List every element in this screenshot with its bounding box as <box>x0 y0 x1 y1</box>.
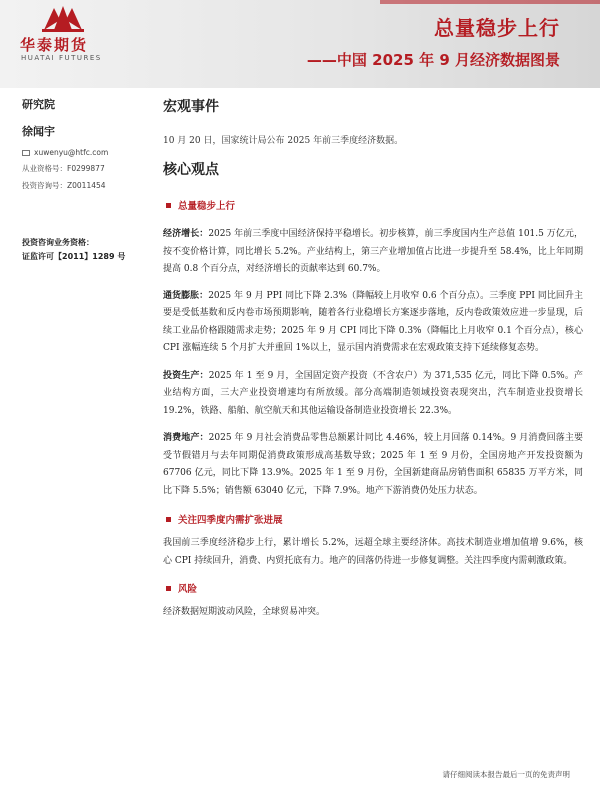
core-views-heading: 核心观点 <box>163 162 219 178</box>
paragraph-label: 投资生产： <box>163 370 209 381</box>
paragraph-text: 2025 年 9 月社会消费品零售总额累计同比 4.46%，较上月回落 0.14%。9 月消费回落主要受节假错月与去年同期促消费政策形成高基数导致；2025 年 1 至 9 月份，全国房地产开发投资额为 67706 亿元，同比下降 13.9%。2025 年 1 至 9 月份，全国新建商品房销售面积 65835 万平方米，同比下降 5.5%；销售额 63040 亿元，下降 7.9%。地产下游消费仍处压力状态。 <box>163 433 583 496</box>
paragraph-text: 2025 年前三季度中国经济保持平稳增长。初步核算，前三季度国内生产总值 101.5 万亿元，按不变价格计算，同比增长 5.2%。产业结构上，第三产业增加值占比进一步提升至 58.4%，比上年同期提高 0.8 个百分点，对经济增长的贡献率达到 60.7%。 <box>163 229 583 274</box>
paragraph-label: 经济增长： <box>163 229 209 239</box>
section-title: 总量稳步上行 <box>178 201 236 212</box>
logo-text-en: HUATAI FUTURES <box>21 54 102 62</box>
bullet-square-icon <box>166 586 171 591</box>
section-risk <box>163 581 583 595</box>
investment-consult-number: 投资咨询号：Z0011454 <box>22 181 106 190</box>
section-domestic-demand <box>163 512 583 526</box>
paragraph-label: 消费地产： <box>163 433 209 443</box>
report-body <box>163 96 583 622</box>
paragraph-consumption <box>163 430 583 500</box>
license-block <box>22 236 125 264</box>
paragraph-text: 我国前三季度经济稳步上行，累计增长 5.2%，远超全球主要经济体。高技术制造业增加值增 9.6%，核心 CPI 持续回升，消费、内贸托底有力。地产的回落仍待进一步修复调整。关注四季度内需刺激政策。 <box>163 538 583 566</box>
analyst-email[interactable]: xuwenyu@htfc.com <box>34 148 109 157</box>
logo-mark-icon <box>40 4 86 32</box>
mail-icon <box>22 150 30 156</box>
paragraph-investment <box>163 368 583 421</box>
department-label: 研究院 <box>22 98 55 111</box>
bullet-square-icon <box>166 517 171 522</box>
company-logo <box>18 4 118 64</box>
report-title: 总量稳步上行 <box>434 16 560 40</box>
paragraph-inflation <box>163 288 583 358</box>
qualification-number: 从业资格号：F0299877 <box>22 164 105 173</box>
event-text: 10 月 20 日，国家统计局公布 2025 年前三季度经济数据。 <box>163 136 404 146</box>
paragraph-growth <box>163 226 583 279</box>
section-total-growth <box>163 198 583 212</box>
logo-text-cn: 华泰期货 <box>20 36 89 54</box>
paragraph-text: 经济数据短期波动风险，全球贸易冲突。 <box>163 607 326 617</box>
report-subtitle: ——中国 2025 年 9 月经济数据图景 <box>306 51 560 69</box>
paragraph-risk <box>163 604 583 622</box>
event-heading: 宏观事件 <box>163 99 219 115</box>
author-sidebar <box>22 96 137 261</box>
disclaimer-footer: 请仔细阅读本报告最后一页的免责声明 <box>442 770 570 779</box>
section-title: 关注四季度内需扩张进展 <box>178 515 283 526</box>
paragraph-label: 通货膨胀： <box>163 290 209 301</box>
paragraph-text: 2025 年 9 月 PPI 同比下降 2.3%（降幅较上月收窄 0.6 个百分点）。三季度 PPI 同比回升主要是受低基数和反内卷市场预期影响，随着各行业稳增长方案逐步落地，反内卷政策效应进一步显现，后续工业品价格跟随需求走势；2025 年 9 月 CPI 同比下降 0.3%（降幅比上月收窄 0.1 个百分点），核心 CPI 涨幅连续 5 个月扩大并重回 1%以上，显示国内消费需求在宏观政策支持下延续修复态势。 <box>163 290 583 353</box>
email-line <box>22 148 137 157</box>
header-accent-bar <box>380 0 600 4</box>
analyst-name: 徐闻宇 <box>22 125 55 138</box>
bullet-square-icon <box>166 203 171 208</box>
paragraph-text: 2025 年 1 至 9 月，全国固定资产投资（不含农户）为 371,535 亿元，同比下降 0.5%。产业结构方面，三大产业投资增速均有所放缓。部分高端制造领域投资表现突出，汽车制造业投资增长 19.2%，铁路、船舶、航空航天和其他运输设备制造业投资增长 22.3%。 <box>163 370 583 416</box>
license-number: 证监许可【2011】1289 号 <box>22 252 126 261</box>
section-title: 风险 <box>178 584 198 595</box>
report-header <box>0 0 600 88</box>
paragraph-outlook <box>163 535 583 570</box>
license-title: 投资咨询业务资格： <box>22 238 94 247</box>
